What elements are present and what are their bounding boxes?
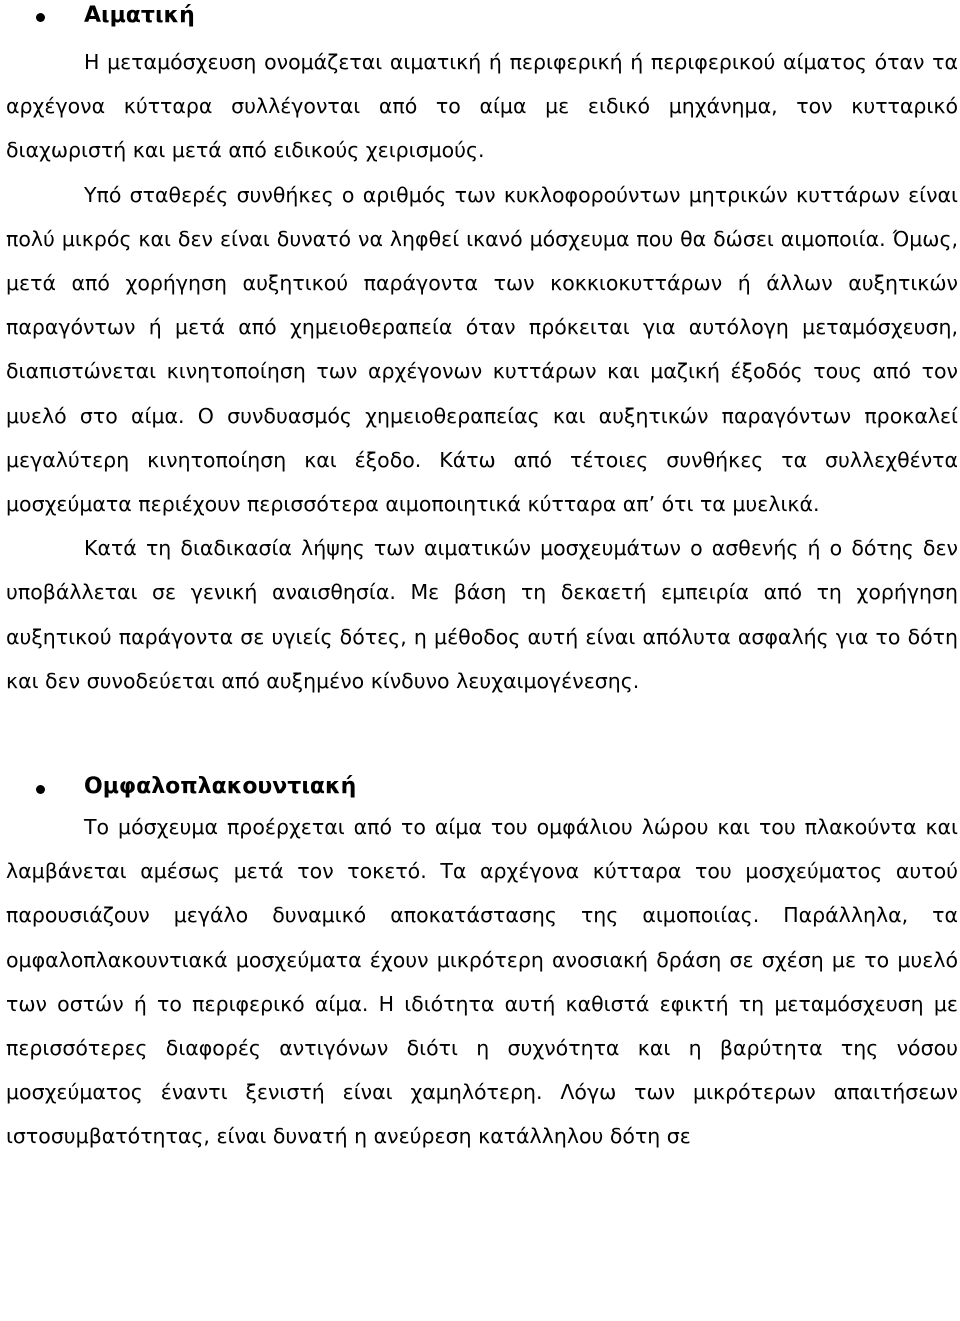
section-heading: Ομφαλοπλακουντιακή	[84, 774, 357, 800]
document-page	[6, 0, 958, 1159]
paragraph: Κατά τη διαδικασία λήψης των αιματικών μοσχευμάτων ο ασθενής ή ο δότης δεν υποβάλλεται σε γενική αναισθησία. Με βάση τη δεκαετή εμπειρία από τη χορήγηση αυξητικού παράγοντα σε υγιείς δότες, η μέθοδος αυτή είναι απόλυτα ασφαλής για το δότη και δεν συνοδεύεται από αυξημένο κίνδυνο λευχαιμογένεσης.	[6, 536, 958, 693]
paragraph: Υπό σταθερές συνθήκες ο αριθμός των κυκλοφορούντων μητρικών κυττάρων είναι πολύ μικρός και δεν είναι δυνατό να ληφθεί ικανό μόσχευμα που θα δώσει αιμοποιία. Όμως, μετά από χορήγηση αυξητικού παράγοντα των κοκκιοκυττάρων ή άλλων αυξητικών παραγόντων ή μετά από χημειοθεραπεία όταν πρόκειται για αυτόλογη μεταμόσχευση, διαπιστώνεται κινητοποίηση των αρχέγονων κυττάρων και μαζική έξοδός τους από τον μυελό στο αίμα. Ο συνδυασμός χημειοθεραπείας και αυξητικών παραγόντων προκαλεί μεγαλύτερη κινητοποίηση και έξοδο. Κάτω από τέτοιες συνθήκες τα συλλεχθέντα μοσχεύματα περιέχουν περισσότερα αιμοποιητικά κύτταρα απ’ ότι τα μυελικά.	[6, 182, 958, 517]
section-heading: Αιματική	[84, 3, 195, 28]
paragraph: Η μεταμόσχευση ονομάζεται αιματική ή περιφερική ή περιφερικού αίματος όταν τα αρχέγονα κύτταρα συλλέγονται από το αίμα με ειδικό μηχάνημα, τον κυτταρικό διαχωριστή και μετά από ειδικούς χειρισμούς.	[6, 50, 958, 163]
paragraph: Το μόσχευμα προέρχεται από το αίμα του ομφάλιου λώρου και του πλακούντα και λαμβάνεται αμέσως μετά τον τοκετό. Τα αρχέγονα κύτταρα του μοσχεύματος αυτού παρουσιάζουν μεγάλο δυναμικό αποκατάστασης της αιμοποιίας. Παράλληλα, τα ομφαλοπλακουντιακά μοσχεύματα έχουν μικρότερη ανοσιακή δράση σε σχέση με το μυελό των οστών ή το περιφερικό αίμα. Η ιδιότητα αυτή καθιστά εφικτή τη μεταμόσχευση με περισσότερες διαφορές αντιγόνων διότι η συχνότητα και η βαρύτητα της νόσου μοσχεύματος έναντι ξενιστή είναι χαμηλότερη. Λόγω των μικρότερων απαιτήσεων ιστοσυμβατότητας, είναι δυνατή η ανεύρεση κατάλληλου δότη σε	[6, 815, 958, 1149]
section-heading-row	[6, 765, 958, 805]
bullet-icon	[36, 785, 45, 794]
bullet-icon	[36, 13, 45, 22]
section-gap	[6, 703, 958, 765]
section-heading-row	[6, 0, 958, 36]
